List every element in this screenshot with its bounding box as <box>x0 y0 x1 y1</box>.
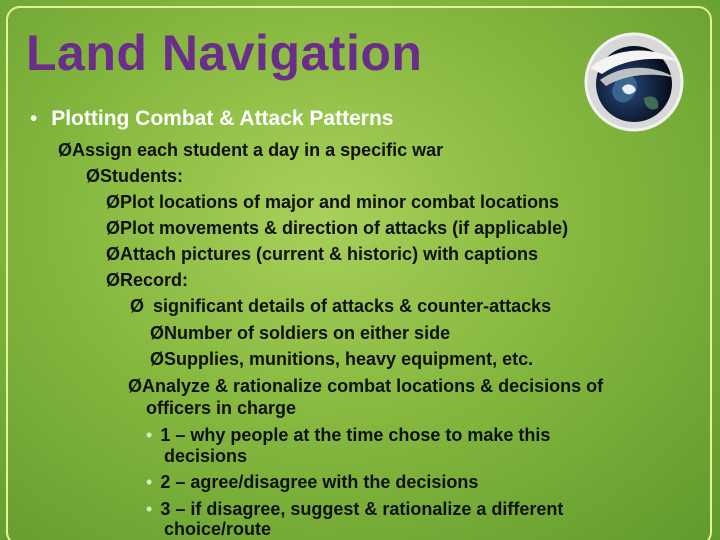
list-item-text: Supplies, munitions, heavy equipment, etc. <box>164 349 534 369</box>
bullet-marker: • <box>30 107 38 130</box>
list-item-continuation <box>164 446 247 467</box>
list-item-text: decisions <box>164 446 248 466</box>
list-item <box>150 349 533 370</box>
list-item-text: 1 – why people at the time chose to make this <box>160 425 551 445</box>
list-item-text: significant details of attacks & counter-attacks <box>148 296 552 316</box>
list-item-text: Attach pictures (current & historic) with captions <box>120 244 539 264</box>
list-item-text: Plot locations of major and minor combat locations <box>120 192 560 212</box>
list-item-text: Record: <box>120 270 189 290</box>
list-item-text: choice/route <box>164 519 272 539</box>
list-item <box>146 425 550 446</box>
list-item <box>146 499 563 520</box>
list-item <box>58 140 443 161</box>
list-item <box>106 218 568 239</box>
arrow-marker: Ø <box>106 192 121 212</box>
list-item-text: Plot movements & direction of attacks (if applicable) <box>120 218 569 238</box>
list-item-text: Students: <box>100 166 184 186</box>
list-item <box>106 192 559 213</box>
heading-text: Plotting Combat & Attack Patterns <box>51 107 394 130</box>
list-item <box>150 323 450 344</box>
list-item-text: Analyze & rationalize combat locations & decisions of <box>142 376 604 396</box>
slide-title: Land Navigation <box>26 25 423 81</box>
arrow-marker: Ø <box>150 323 165 343</box>
list-item <box>130 296 551 317</box>
list-item-continuation <box>146 398 296 419</box>
arrow-marker: Ø <box>106 270 121 290</box>
list-item-text: officers in charge <box>146 398 297 418</box>
list-item <box>106 244 538 265</box>
list-item-text: 3 – if disagree, suggest & rationalize a different <box>160 499 564 519</box>
arrow-marker: Ø <box>106 218 121 238</box>
arrow-marker: Ø <box>58 140 73 160</box>
list-item <box>86 166 183 187</box>
arrow-marker: Ø <box>86 166 101 186</box>
bullet-marker: • <box>146 425 153 445</box>
arrow-marker: Ø <box>106 244 121 264</box>
heading-line <box>30 108 393 129</box>
list-item-continuation <box>164 519 271 540</box>
arrow-marker: Ø <box>130 296 145 316</box>
list-item <box>128 376 603 397</box>
globe-logo-icon <box>582 28 686 136</box>
bullet-marker: • <box>146 499 153 519</box>
list-item <box>106 270 188 291</box>
arrow-marker: Ø <box>128 376 143 396</box>
list-item-text: 2 – agree/disagree with the decisions <box>160 472 479 492</box>
bullet-marker: • <box>146 472 153 492</box>
list-item-text: Assign each student a day in a specific war <box>72 140 444 160</box>
list-item-text: Number of soldiers on either side <box>164 323 451 343</box>
list-item <box>146 472 478 493</box>
arrow-marker: Ø <box>150 349 165 369</box>
